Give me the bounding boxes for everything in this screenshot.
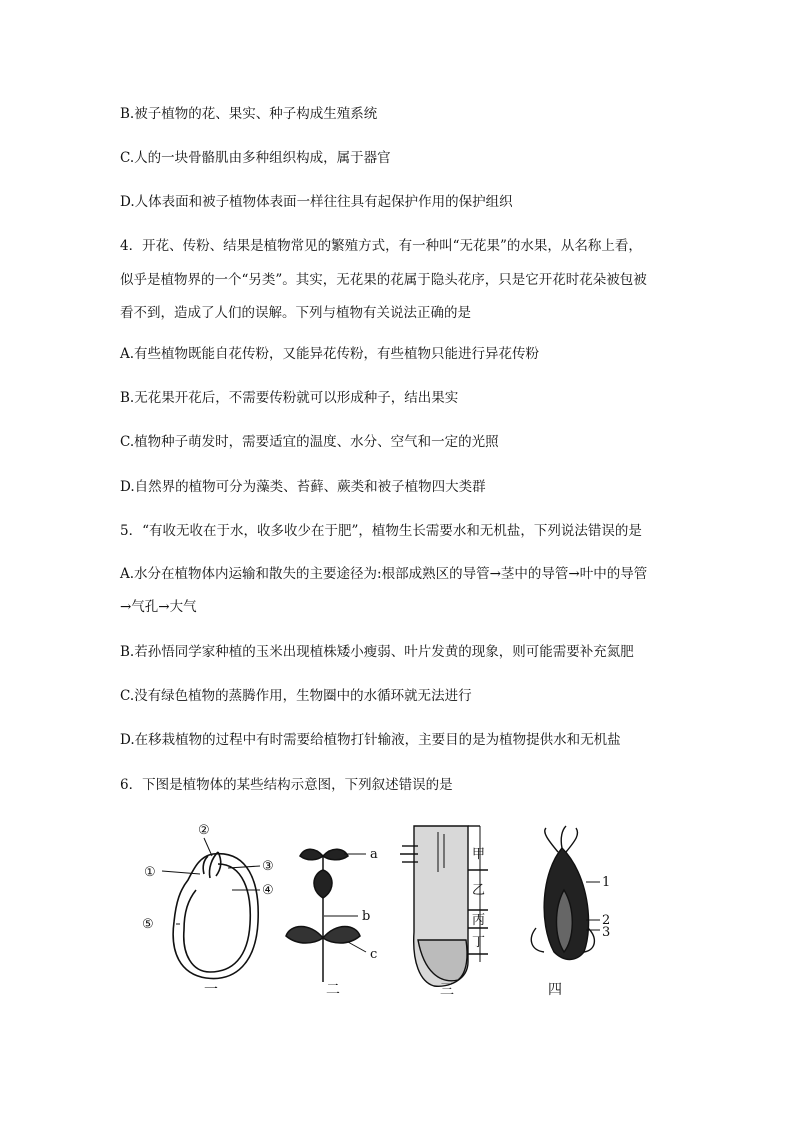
option-3d: D.人体表面和被子植物体表面一样往往具有起保护作用的保护组织 (120, 194, 513, 210)
cotyledon (184, 864, 251, 972)
corn-label-2: 2 (602, 913, 611, 928)
seed-markers (162, 838, 260, 924)
root-zone-3: 丙 (472, 913, 486, 928)
seed-diagram (173, 852, 258, 979)
shoot-label-b: b (362, 909, 371, 924)
option-4a: A.有些植物既能自花传粉，又能异花传粉，有些植物只能进行异花传粉 (120, 346, 540, 362)
question-6: 6．下图是植物体的某些结构示意图，下列叙述错误的是 (120, 777, 453, 793)
top-leaf-left (300, 849, 323, 860)
option-5c: C.没有绿色植物的蒸腾作用，生物圈中的水循环就无法进行 (120, 688, 472, 704)
root-zone-2: 乙 (472, 883, 486, 898)
corn-label-3: 3 (602, 925, 611, 940)
lower-leaf-right (323, 927, 360, 944)
option-3b: B.被子植物的花、果实、种子构成生殖系统 (120, 106, 378, 122)
caption-2: 二 (326, 982, 340, 998)
plant-structure-diagram (118, 812, 618, 1002)
plant-structure-figure (118, 812, 618, 1002)
option-5b: B.若孙悟同学家种植的玉米出现植株矮小瘦弱、叶片发黄的现象，则可能需要补充氮肥 (120, 644, 634, 660)
option-3c: C.人的一块骨骼肌由多种组织构成，属于器官 (120, 150, 391, 166)
option-4d: D.自然界的植物可分为藻类、苔藓、蕨类和被子植物四大类群 (120, 479, 486, 495)
corn-label-1: 1 (602, 875, 611, 890)
silk-mid (561, 826, 566, 848)
plumule (209, 852, 220, 878)
root-zone-4: 丁 (472, 935, 486, 950)
option-5d: D.在移栽植物的过程中有时需要给植物打针输液，主要目的是为植物提供水和无机盐 (120, 732, 621, 748)
seed-label-1: ① (144, 865, 156, 880)
corn-diagram (531, 826, 600, 960)
silk-left (545, 828, 558, 852)
top-leaf-right (323, 849, 348, 860)
caption-3: 三 (440, 982, 454, 998)
option-4c: C.植物种子萌发时，需要适宜的温度、水分、空气和一定的光照 (120, 434, 499, 450)
lower-leaf-left (286, 927, 323, 944)
question-4-line-3: 看不到，造成了人们的误解。下列与植物有关说法正确的是 (120, 305, 471, 321)
seed-label-5: ⑤ (142, 917, 154, 932)
option-4b: B.无花果开花后，不需要传粉就可以形成种子，结出果实 (120, 390, 459, 406)
shoot-label-c: c (370, 947, 378, 962)
caption-1: 一 (204, 982, 218, 998)
question-4-line-2: 似乎是植物界的一个“另类”。其实，无花果的花属于隐头花序，只是它开花时花朵被包被 (120, 272, 647, 288)
leaf-left (531, 928, 544, 952)
option-5a-line-2: →气孔→大气 (120, 599, 197, 615)
caption-4: 四 (548, 982, 562, 998)
seed-label-2: ② (198, 823, 210, 838)
question-5: 5．“有收无收在于水，收多收少在于肥”，植物生长需要水和无机盐，下列说法错误的是 (120, 523, 642, 539)
option-5a-line-1: A.水分在植物体内运输和散失的主要途径为:根部成熟区的导管→茎中的导管→叶中的导管 (120, 566, 648, 582)
radicle (203, 856, 208, 874)
seed-label-4: ④ (262, 883, 274, 898)
middle-bud (314, 870, 332, 898)
silk-right (566, 828, 578, 852)
question-4-line-1: 4．开花、传粉、结果是植物常见的繁殖方式，有一种叫“无花果”的水果，从名称上看， (120, 238, 642, 254)
seed-label-3: ③ (262, 859, 274, 874)
root-zone-1: 甲 (472, 847, 486, 862)
shoot-label-a: a (370, 847, 378, 862)
